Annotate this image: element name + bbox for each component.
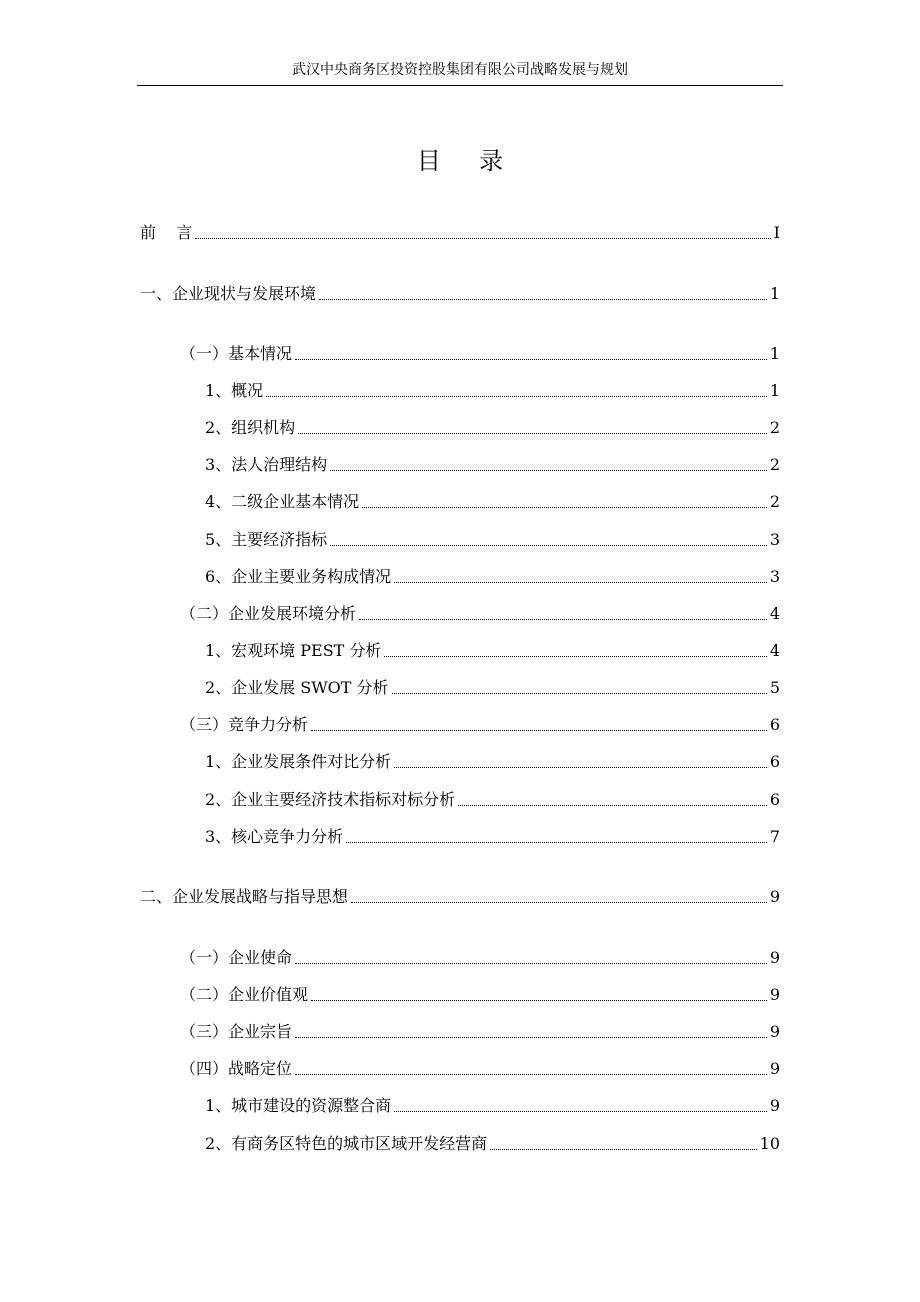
toc-entry-label: 2、组织机构 [205,418,296,437]
dot-leader [392,693,767,694]
toc-entry-page: 2 [769,492,780,511]
toc-entry-label: 3、核心竞争力分析 [205,827,344,846]
toc-entry-page: 1 [769,284,780,303]
toc-entry-section[interactable] [180,712,780,736]
dot-leader [195,238,770,239]
toc-entry-page: 9 [769,985,780,1004]
dot-leader [330,470,767,471]
running-header: 武汉中央商务区投资控股集团有限公司战略发展与规划 [292,62,628,78]
toc-entry-subsection[interactable] [205,415,780,439]
toc-entry-subsection[interactable] [205,452,780,476]
toc-entry-page: 1 [769,344,780,363]
toc-entry-subsection[interactable] [205,675,780,699]
toc-entry-label: （二）企业发展环境分析 [180,604,357,623]
toc-entry-subsection[interactable] [205,489,780,513]
toc-entry-page: 9 [769,887,780,906]
toc-entry-subsection[interactable] [205,749,780,773]
toc-entry-page: 4 [769,604,780,623]
toc-entry-page: 4 [769,641,780,660]
toc-entry-section[interactable] [180,1019,780,1043]
toc-entry-label: 4、二级企业基本情况 [205,492,360,511]
dot-leader [319,299,767,300]
toc-entry-label: 2、企业主要经济技术指标对标分析 [205,790,456,809]
toc-entry-label: 6、企业主要业务构成情况 [205,567,392,586]
toc-entry-label: 1、企业发展条件对比分析 [205,752,392,771]
toc-entry-label: 一、企业现状与发展环境 [140,284,317,303]
toc-entry-section[interactable] [180,945,780,969]
toc-entry-section[interactable] [180,1056,780,1080]
toc-entry-subsection[interactable] [205,787,780,811]
toc-entry-subsection[interactable] [205,378,780,402]
toc-entry-section[interactable] [180,341,780,365]
dot-leader [359,619,767,620]
toc-entry-subsection[interactable] [205,564,780,588]
toc-entry-subsection[interactable] [205,1093,780,1117]
toc-entry-section[interactable] [180,982,780,1006]
toc-entry-page: 2 [769,455,780,474]
toc-entry-subsection[interactable] [205,638,780,662]
toc-entry-label: （三）竞争力分析 [180,715,309,734]
toc-entry-label: 3、法人治理结构 [205,455,328,474]
toc-entry-subsection[interactable] [205,1131,780,1155]
dot-leader [458,805,767,806]
toc-entry-label: （三）企业宗旨 [180,1022,293,1041]
dot-leader [295,963,767,964]
toc-entry-label: 5、主要经济指标 [205,530,328,549]
dot-leader [330,545,767,546]
toc-entry-label: 二、企业发展战略与指导思想 [140,887,349,906]
toc-entry-page: 7 [769,827,780,846]
toc-entry-label: 2、企业发展 SWOT 分析 [205,678,389,697]
toc-entry-label: （一）企业使命 [180,948,293,967]
toc-entry-label: （四）战略定位 [180,1059,293,1078]
toc-entry-page: 3 [769,530,780,549]
toc-entry-page: I [773,223,780,242]
toc-entry-label: 1、城市建设的资源整合商 [205,1096,392,1115]
toc-entry-page: 1 [769,381,780,400]
dot-leader [266,396,767,397]
toc-entry-label: 2、有商务区特色的城市区域开发经营商 [205,1134,488,1153]
dot-leader [394,767,767,768]
dot-leader [351,902,767,903]
dot-leader [346,842,767,843]
dot-leader [394,582,767,583]
toc-entry-page: 9 [769,1059,780,1078]
dot-leader [384,656,766,657]
toc-entry-label: （一）基本情况 [180,344,293,363]
toc-entry-section[interactable] [180,601,780,625]
dot-leader [295,1037,767,1038]
dot-leader [298,433,767,434]
dot-leader [311,730,767,731]
toc-entry-label: （二）企业价值观 [180,985,309,1004]
dot-leader [295,359,767,360]
toc-entry-page: 3 [769,567,780,586]
toc-entry-page: 6 [769,715,780,734]
toc-entry-page: 10 [759,1134,780,1153]
toc-entry-chapter-1[interactable] [140,281,780,305]
toc-entry-label: 1、宏观环境 PEST 分析 [205,641,382,660]
toc-entry-page: 6 [769,790,780,809]
dot-leader [490,1149,756,1150]
dot-leader [362,507,767,508]
toc-entry-subsection[interactable] [205,824,780,848]
toc-entry-subsection[interactable] [205,527,780,551]
dot-leader [311,1000,767,1001]
toc-entry-page: 9 [769,1022,780,1041]
toc-entry-page: 5 [769,678,780,697]
toc-entry-label: 1、概况 [205,381,264,400]
dot-leader [295,1074,767,1075]
toc-entry-preface[interactable] [140,220,780,244]
toc-entry-page: 2 [769,418,780,437]
toc-entry-page: 6 [769,752,780,771]
toc-entry-page: 9 [769,1096,780,1115]
toc-entry-page: 9 [769,948,780,967]
toc-entry-label: 前 言 [140,223,193,242]
dot-leader [394,1111,767,1112]
page-title: 目 录 [416,147,504,175]
toc-entry-chapter-2[interactable] [140,884,780,908]
